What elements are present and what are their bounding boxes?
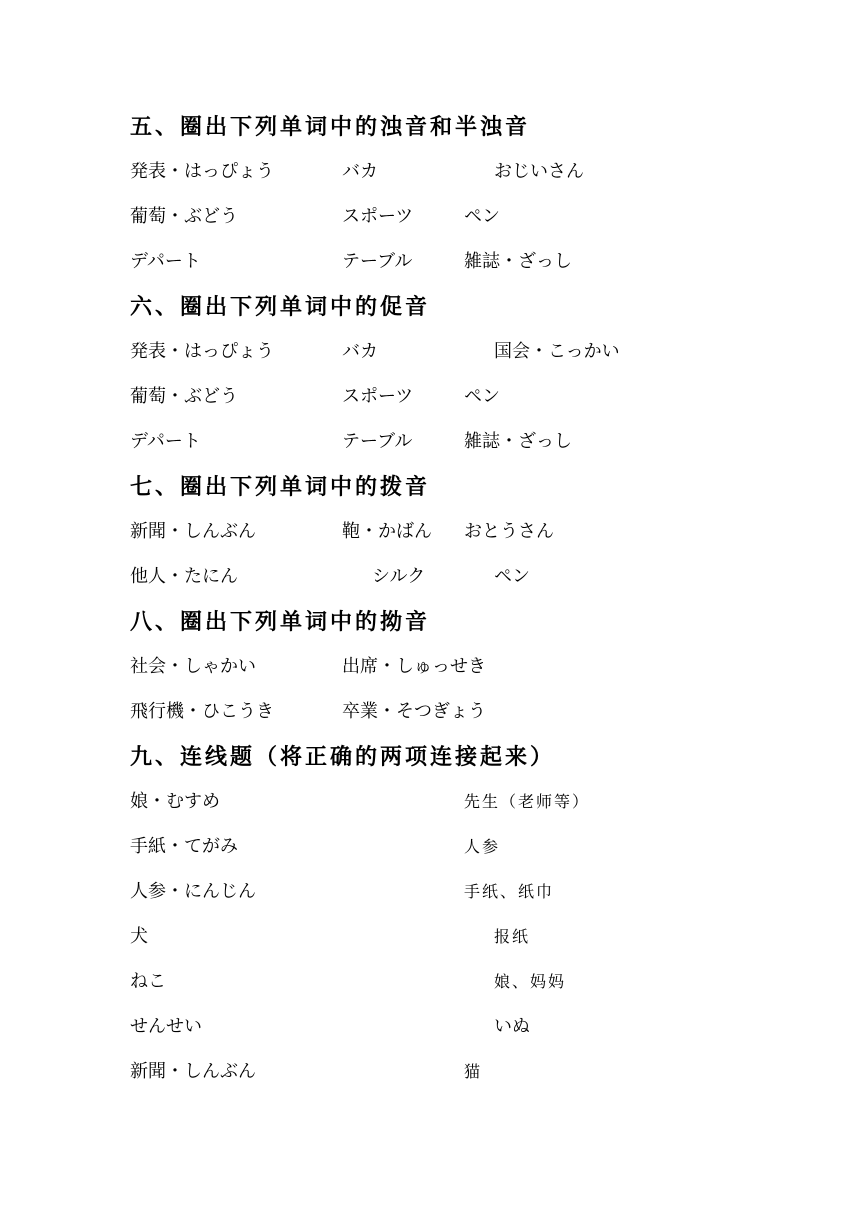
word-item: ペン [494,566,530,587]
match-right-item: 先生（老师等） [464,792,591,811]
section-8-row-1 [0,654,860,680]
word-item: 国会・こっかい [494,341,620,362]
word-item: 雑誌・ざっし [464,251,572,272]
section-7-row-2 [0,564,860,590]
word-item: デパート [130,431,201,452]
word-item: ペン [464,386,500,407]
word-item: 出席・しゅっせき [342,656,486,677]
match-left-item: 新聞・しんぶん [130,1061,256,1082]
word-item: おじいさん [494,161,584,182]
word-item: 他人・たにん [130,566,238,587]
match-left-item: 娘・むすめ [130,791,220,812]
word-item: ペン [464,206,500,227]
word-item: スポーツ [342,386,414,407]
word-item: テーブル [342,431,413,452]
word-item: 鞄・かばん [342,521,432,542]
matching-row [0,834,860,860]
match-left-item: ねこ [130,971,166,992]
match-right-item: 猫 [464,1062,483,1081]
word-item: 発表・はっぴょう [130,341,274,362]
match-left-item: 手紙・てがみ [130,836,238,857]
section-6-row-2 [0,384,860,410]
section-5-row-2 [0,204,860,230]
word-item: シルク [372,566,426,587]
section-6-row-1 [0,339,860,365]
match-right-item: 手纸、纸巾 [464,882,555,901]
matching-row [0,1059,860,1085]
word-item: 飛行機・ひこうき [130,701,274,722]
word-item: バカ [342,341,378,362]
section-5-title: 五、圈出下列单词中的浊音和半浊音 [130,114,531,140]
word-item: 社会・しゃかい [130,656,256,677]
match-left-item: 犬 [130,926,148,947]
section-8-title: 八、圈出下列单词中的拗音 [130,609,431,635]
match-right-item: 报纸 [494,927,531,946]
word-item: テーブル [342,251,413,272]
matching-row [0,969,860,995]
section-7-title: 七、圈出下列单词中的拨音 [130,474,431,500]
section-8-row-2 [0,699,860,725]
match-left-item: せんせい [130,1016,202,1037]
word-item: 新聞・しんぶん [130,521,256,542]
word-item: デパート [130,251,201,272]
match-right-item: いぬ [494,1016,530,1037]
word-item: おとうさん [464,521,554,542]
section-7-row-1 [0,519,860,545]
section-5-row-1 [0,159,860,185]
word-item: バカ [342,161,378,182]
word-item: 葡萄・ぶどう [130,206,238,227]
match-right-item: 娘、妈妈 [494,972,567,991]
word-item: 葡萄・ぶどう [130,386,238,407]
section-5-row-3 [0,249,860,275]
word-item: 発表・はっぴょう [130,161,274,182]
matching-row [0,1014,860,1040]
match-right-item: 人参 [464,837,501,856]
section-6-row-3 [0,429,860,455]
section-6-title: 六、圈出下列单词中的促音 [130,294,431,320]
section-9-title: 九、连线题（将正确的两项连接起来） [130,744,556,770]
matching-row [0,924,860,950]
matching-row [0,789,860,815]
word-item: スポーツ [342,206,414,227]
word-item: 卒業・そつぎょう [342,701,486,722]
word-item: 雑誌・ざっし [464,431,572,452]
match-left-item: 人参・にんじん [130,881,256,902]
matching-row [0,879,860,905]
